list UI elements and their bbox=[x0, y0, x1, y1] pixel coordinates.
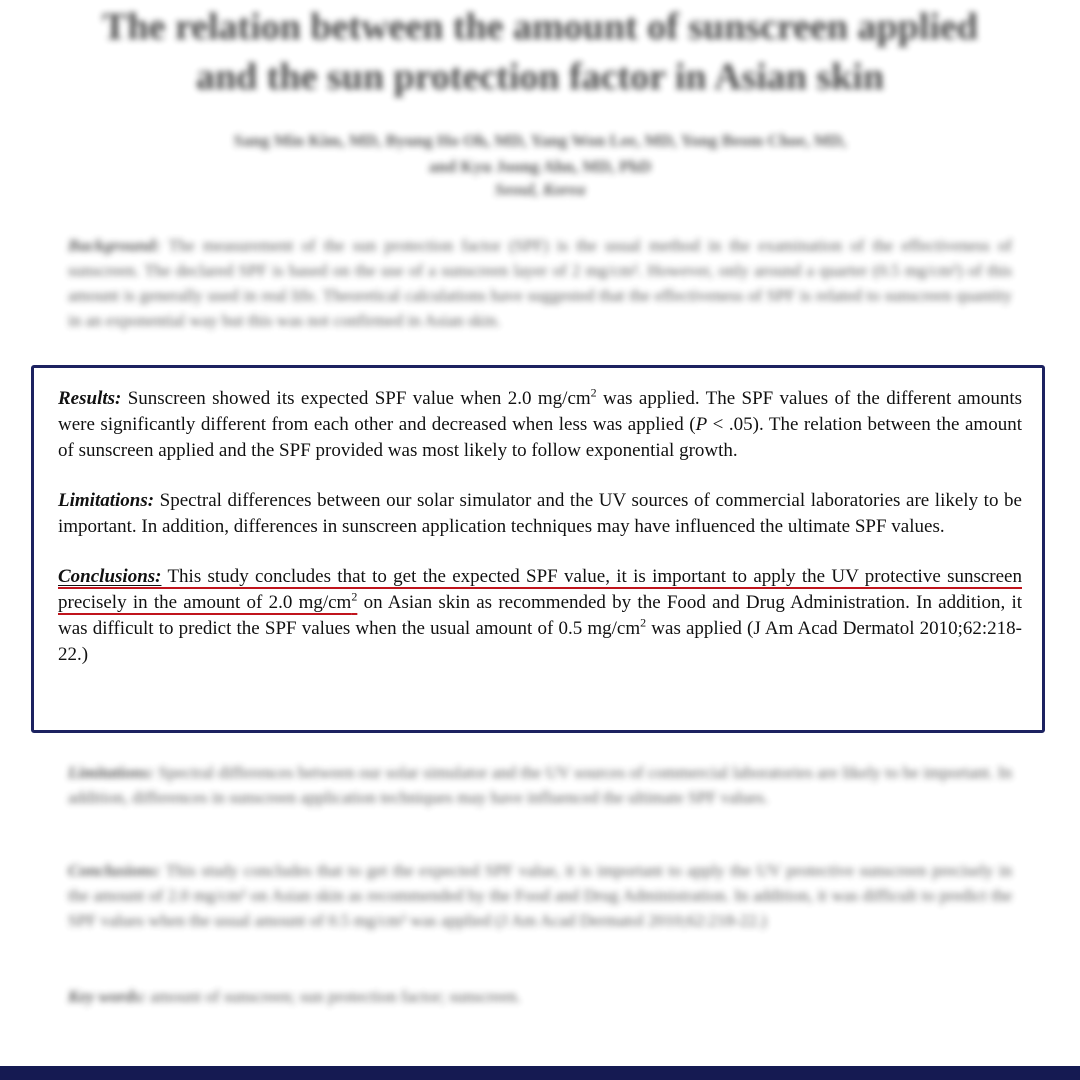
results-label: Results: bbox=[58, 388, 122, 409]
results-text-2: was applied. The SPF values of the different amounts were significantly different from each other and decreased when less was applied ( bbox=[58, 388, 1022, 435]
results-paragraph bbox=[58, 386, 1022, 464]
background-paragraph bbox=[68, 233, 1012, 333]
blurred-limitations-paragraph bbox=[68, 760, 1012, 810]
conclusions-text-2: was applied (J Am Acad Dermatol 2010;62:218-22.) bbox=[58, 618, 1022, 665]
p-value-symbol: P bbox=[695, 414, 708, 435]
conclusions-paragraph bbox=[58, 564, 1022, 668]
conclusions-label: Conclusions: bbox=[58, 566, 162, 587]
background-text: The measurement of the sun protection factor (SPF) is the usual method in the examination of the effectiveness of sunscreen. The declared SPF is based on the use of a sunscreen layer of 2 mg/cm². However, only around a quarter (0.5 mg/cm²) of this amount is generally used in real life. Theoretical calculations have suggested that the effectiveness of SPF is related to sunscreen quantity in an exponential way but this was not confirmed in Asian skin. bbox=[68, 236, 1012, 330]
background-label: Background: bbox=[68, 236, 161, 255]
conclusions-text-1: on Asian skin as recommended by the Food and Drug Administration. In addition, it was difficult to predict the SPF values when the usual amount of 0.5 mg/cm bbox=[58, 592, 1023, 639]
paper-authors bbox=[90, 128, 990, 180]
blurred-limitations-label: Limitations: bbox=[68, 763, 154, 782]
highlighted-abstract-box bbox=[31, 365, 1045, 733]
bottom-color-band bbox=[0, 1066, 1080, 1080]
limitations-paragraph bbox=[58, 488, 1022, 540]
results-text-1: Sunscreen showed its expected SPF value when 2.0 mg/cm bbox=[121, 388, 591, 409]
conclusions-underlined-superscript: 2 bbox=[351, 589, 358, 604]
authors-line-1: Sang Min Kim, MD, Byung Ho Oh, MD, Yang Won Lee, MD, Yong Beom Choe, MD, bbox=[233, 131, 847, 150]
results-text-3: < .05). The relation between the amount of sunscreen applied and the SPF provided was most likely to follow exponential growth. bbox=[58, 414, 1022, 461]
paper-location: Seoul, Korea bbox=[494, 180, 586, 199]
blurred-conclusions-label: Conclusions: bbox=[68, 861, 161, 880]
blurred-conclusions-text: This study concludes that to get the expected SPF value, it is important to apply the UV protective sunscreen precisely in the amount of 2.0 mg/cm² on Asian skin as recommended by the Food and Drug Administration. In addition, it was difficult to predict the SPF values when the usual amount of 0.5 mg/cm² was applied (J Am Acad Dermatol 2010;62:218-22.) bbox=[68, 861, 1013, 930]
conclusions-superscript: 2 bbox=[640, 615, 647, 630]
keywords-label: Key words: bbox=[68, 987, 146, 1006]
results-superscript: 2 bbox=[590, 385, 597, 400]
paper-title bbox=[0, 2, 1080, 102]
blurred-conclusions-paragraph bbox=[68, 858, 1012, 933]
conclusions-underlined-text: This study concludes that to get the expected SPF value, it is important to apply the UV protective sunscreen precisely in the amount of 2.0 mg/cm bbox=[58, 566, 1022, 613]
keywords-text: amount of sunscreen; sun protection factor; sunscreen. bbox=[150, 987, 521, 1006]
paper-title-line-1: The relation between the amount of sunscreen applied bbox=[102, 6, 978, 48]
limitations-text: Spectral differences between our solar simulator and the UV sources of commercial laboratories are likely to be important. In addition, differences in sunscreen application techniques may have influenced the ultimate SPF values. bbox=[58, 490, 1022, 537]
authors-line-2: and Kyu Joong Ahn, MD, PhD bbox=[428, 157, 652, 176]
blurred-limitations-text: Spectral differences between our solar simulator and the UV sources of commercial laboratories are likely to be important. In addition, differences in sunscreen application techniques may have influenced the ultimate SPF values. bbox=[68, 763, 1012, 807]
keywords-paragraph bbox=[68, 984, 1012, 1009]
paper-title-line-2: and the sun protection factor in Asian skin bbox=[195, 56, 884, 98]
limitations-label: Limitations: bbox=[58, 490, 155, 511]
